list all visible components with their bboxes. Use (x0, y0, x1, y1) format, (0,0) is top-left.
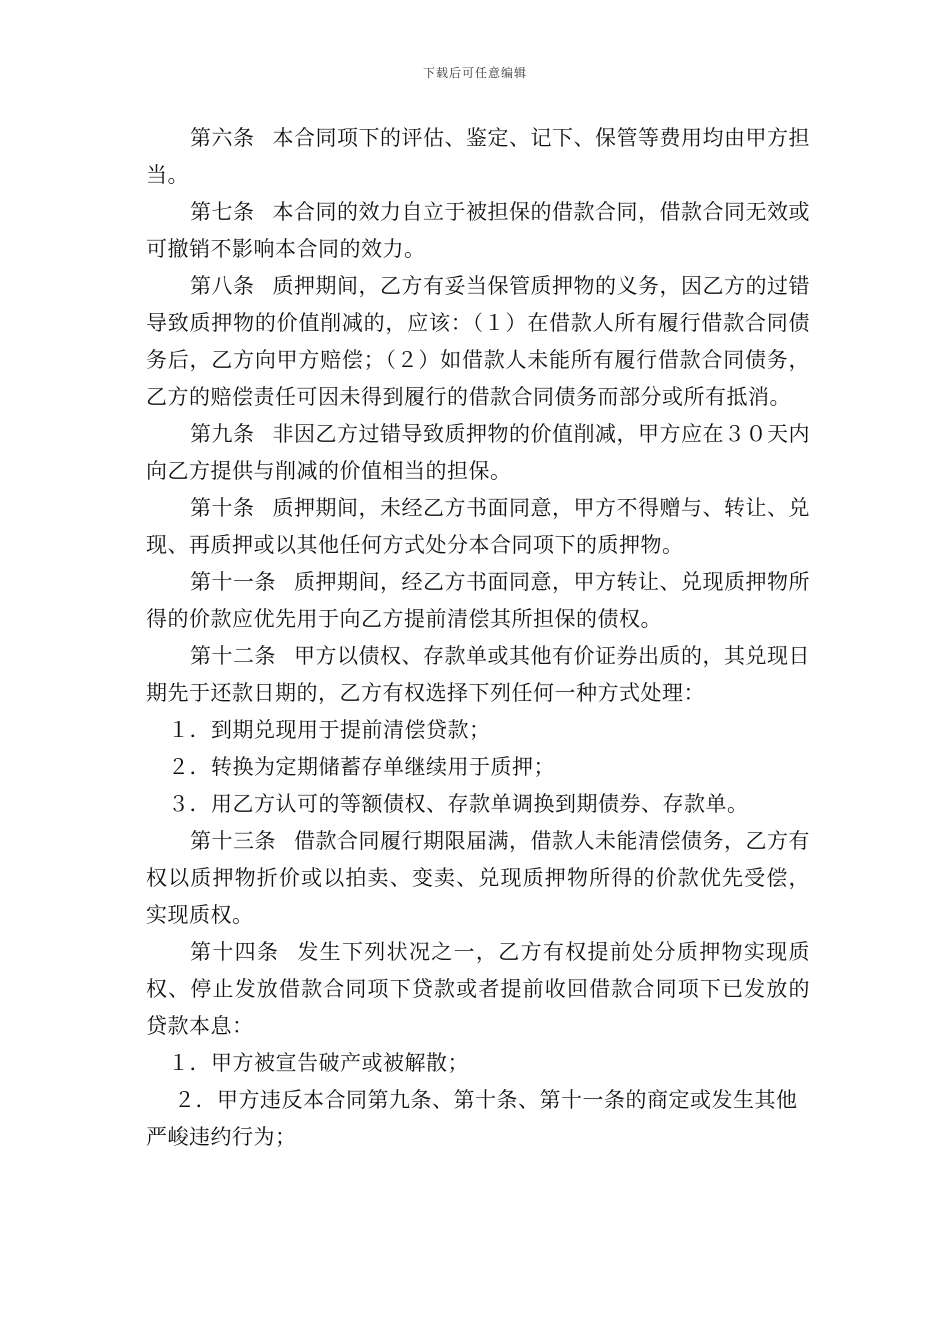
article-10 (146, 490, 810, 564)
article-text: 本合同项下的评估、鉴定、记下、保管等费用均由甲方担当。 (146, 126, 810, 187)
article-9 (146, 416, 810, 490)
article-6 (146, 120, 810, 194)
list-item: ２．转换为定期储蓄存单继续用于质押； (168, 755, 555, 779)
article-number: 第九条 (190, 422, 255, 446)
list-item: １．到期兑现用于提前清偿贷款； (168, 718, 491, 742)
article-text: 本合同的效力自立于被担保的借款合同，借款合同无效或可撤销不影响本合同的效力。 (146, 200, 810, 261)
article-13 (146, 823, 810, 934)
article-text: 质押期间，未经乙方书面同意，甲方不得赠与、转让、兑现、再质押或以其他任何方式处分本合同项下的质押物。 (146, 496, 810, 557)
article-number: 第十四条 (190, 940, 280, 964)
article-text: 发生下列状况之一，乙方有权提前处分质押物实现质权、停止发放借款合同项下贷款或者提前收回借款合同项下已发放的贷款本息： (146, 940, 811, 1038)
article-number: 第十二条 (190, 644, 276, 668)
article-number: 第十条 (190, 496, 255, 520)
article-number: 第十三条 (190, 829, 276, 853)
article-text: 质押期间，经乙方书面同意，甲方转让、兑现质押物所得的价款应优先用于向乙方提前清偿其所担保的债权。 (146, 570, 810, 631)
article-7 (146, 194, 810, 268)
document-body (146, 120, 810, 1156)
list-item: ２．甲方违反本合同第九条、第十条、第十一条的商定或发生其他严峻违约行为； (146, 1088, 798, 1149)
article-14 (146, 934, 810, 1045)
page-header: 下载后可任意编辑 (422, 66, 527, 80)
article-number: 第十一条 (190, 570, 276, 594)
article-text: 质押期间，乙方有妥当保管质押物的义务，因乙方的过错导致质押物的价值削减的，应该：（１）在借款人所有履行借款合同债务后，乙方向甲方赔偿；（２）如借款人未能所有履行借款合同债务，乙方的赔偿责任可因未得到履行的借款合同债务而部分或所有抵消。 (146, 274, 810, 409)
article-text: 借款合同履行期限届满，借款人未能清偿债务，乙方有权以质押物折价或以拍卖、变卖、兑现质押物所得的价款优先受偿，实现质权。 (146, 829, 810, 927)
article-text: 甲方以债权、存款单或其他有价证券出质的，其兑现日期先于还款日期的，乙方有权选择下列任何一种方式处理： (146, 644, 810, 705)
article-number: 第六条 (190, 126, 255, 150)
article-number: 第七条 (190, 200, 255, 224)
list-item: １．甲方被宣告破产或被解散； (168, 1051, 469, 1075)
article-11 (146, 564, 810, 638)
article-12 (146, 638, 810, 712)
list-item: ３．用乙方认可的等额债权、存款单调换到期债券、存款单。 (168, 792, 749, 816)
article-number: 第八条 (190, 274, 255, 298)
article-text: 非因乙方过错导致质押物的价值削减，甲方应在３０天内向乙方提供与削减的价值相当的担保。 (146, 422, 810, 483)
article-8 (146, 268, 810, 416)
